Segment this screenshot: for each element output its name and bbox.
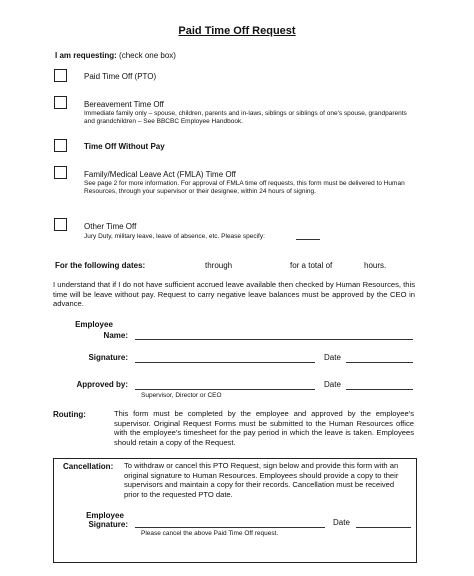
approved-by-hint: Supervisor, Director or CEO [141,392,222,399]
cancellation-text: To withdraw or cancel this PTO Request, sign below and provide this form with an original signature to Human Resources. Employees should provide a copy to their supervisors and maintain a copy for their records. Cancellation must be received prior to the requested PTO date. [124,461,399,499]
employee-name-field[interactable] [135,339,413,340]
signature-label: Signature: [88,353,128,362]
checkbox-pto[interactable] [54,69,67,82]
option-title-bereavement: Bereavement Time Off [84,100,164,109]
approved-by-field[interactable] [135,389,315,390]
checkbox-fmla[interactable] [54,166,67,179]
option-title-without-pay: Time Off Without Pay [84,142,165,151]
cancel-employee-label-2: Signature: [88,520,128,529]
dates-hours: hours. [364,261,387,270]
signature-date-field[interactable] [346,362,413,363]
approved-date-field[interactable] [346,389,413,390]
cancel-hint: Please cancel the above Paid Time Off request. [141,530,279,537]
cancel-date-field[interactable] [356,527,411,528]
requesting-label-text: I am requesting: [55,51,117,60]
checkbox-without-pay[interactable] [54,139,67,152]
agreement-paragraph: I understand that if I do not have sufficient accrued leave available then checked by Human Resources, this time will be leave without pay. Request to carry negative leave balances must be approved by the CEO in advance. [53,280,415,309]
checkbox-bereavement[interactable] [54,96,67,109]
cancel-signature-field[interactable] [135,527,325,528]
option-title-other: Other Time Off [84,222,137,231]
dates-through: through [205,261,233,270]
cancel-employee-label-1: Employee [86,511,124,520]
cancel-date-label: Date [333,518,350,527]
routing-label: Routing: [53,410,86,419]
cancellation-label: Cancellation: [63,462,114,471]
routing-text: This form must be completed by the employee and approved by the employee's supervisor. Original Request Forms must be submitted to the Human Resources office with the employee's timesheet for the pay period in which the leave is taken. Employees should retain a copy of the Request. [114,409,414,447]
approved-by-label: Approved by: [76,380,128,389]
signature-date-label: Date [324,353,341,362]
dates-label: For the following dates: [55,261,146,270]
option-title-pto: Paid Time Off (PTO) [84,72,157,81]
requesting-label [55,51,176,60]
other-specify-field[interactable] [296,239,320,240]
approved-date-label: Date [324,380,341,389]
option-desc-bereavement: Immediate family only – spouse, children, parents and in-laws, siblings or siblings of one's spouse, grandparents and grandchildren – See BBCBC Employee Handbook. [84,110,407,126]
form-title: Paid Time Off Request [178,25,296,37]
checkbox-other[interactable] [54,218,67,231]
signature-field[interactable] [135,362,315,363]
option-desc-other: Jury Duty, military leave, leave of absence, etc. Please specify: [84,233,265,240]
option-title-fmla: Family/Medical Leave Act (FMLA) Time Off [84,170,236,179]
requesting-hint: (check one box) [119,51,176,60]
employee-name-label-2: Name: [103,331,128,340]
option-desc-fmla: See page 2 for more information. For approval of FMLA time off requests, this form must be delivered to Human Resources, through your supervisor or their designee, within 24 hours of signing. [84,180,405,196]
employee-name-label-1: Employee [75,320,113,329]
dates-total: for a total of [290,261,333,270]
